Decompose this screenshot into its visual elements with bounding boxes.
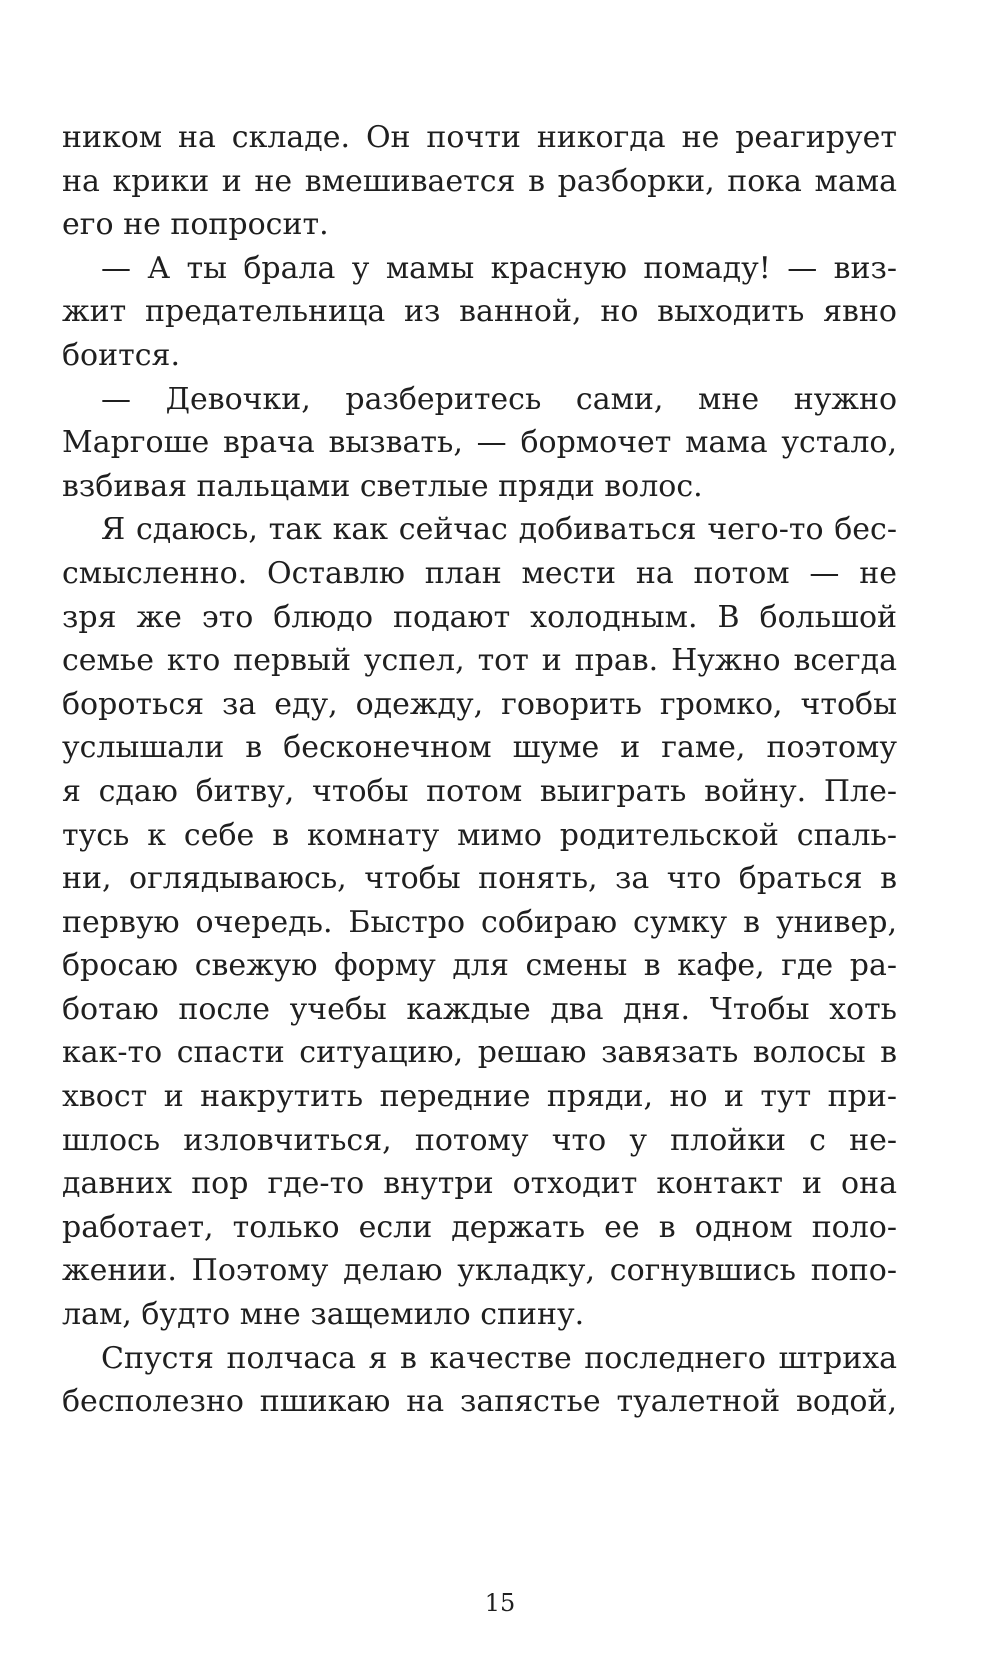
text-line: тусь к себе в комнату мимо родительской спаль- (62, 817, 897, 853)
page-number: 15 (484, 1589, 516, 1617)
text-line: — А ты брала у мамы красную помаду! — виз- (101, 250, 897, 286)
text-line: бороться за еду, одежду, говорить громко, чтобы (62, 686, 897, 722)
text-line: лам, будто мне защемило спину. (62, 1297, 585, 1333)
text-line: Спустя полчаса я в качестве последнего штриха (101, 1340, 897, 1376)
text-line: ником на складе. Он почти никогда не реагирует (62, 120, 897, 155)
text-line: боится. (62, 337, 180, 373)
text-line: услышали в бесконечном шуме и гаме, поэтому (62, 730, 897, 766)
text-line: хвост и накрутить передние пряди, но и тут при- (62, 1079, 897, 1115)
text-line: зря же это блюдо подают холодным. В большой (62, 599, 897, 635)
text-line: давних пор где-то внутри отходит контакт и она (62, 1166, 897, 1202)
text-line: работает, только если держать ее в одном поло- (62, 1209, 897, 1245)
text-line: Маргоше врача вызвать, — бормочет мама устало, (62, 425, 897, 461)
text-line: бесполезно пшикаю на запястье туалетной водой, (62, 1384, 897, 1420)
text-line: первую очередь. Быстро собираю сумку в универ, (62, 904, 897, 940)
text-line: как-то спасти ситуацию, решаю завязать волосы в (62, 1035, 897, 1071)
text-line: жит предательница из ванной, но выходить явно (62, 294, 897, 330)
text-line: Я сдаюсь, так как сейчас добиваться чего-то бес- (101, 512, 897, 548)
text-line: смысленно. Оставлю план мести на потом — не (62, 555, 897, 591)
text-line: я сдаю битву, чтобы потом выиграть войну. Пле- (62, 773, 897, 809)
text-line: ботаю после учебы каждые два дня. Чтобы хоть (62, 991, 897, 1027)
text-line: семье кто первый успел, тот и прав. Нужно всегда (62, 643, 897, 679)
body-text (62, 116, 897, 1424)
text-line: его не попросит. (62, 207, 329, 243)
text-line: на крики и не вмешивается в разборки, пока мама (62, 163, 897, 199)
text-line: взбивая пальцами светлые пряди волос. (62, 468, 703, 504)
text-line: шлось изловчиться, потому что у плойки с не- (62, 1122, 897, 1158)
text-line: жении. Поэтому делаю укладку, согнувшись попо- (62, 1253, 897, 1289)
text-line: ни, оглядываюсь, чтобы понять, за что браться в (62, 861, 897, 897)
text-line: — Девочки, разберитесь сами, мне нужно (101, 381, 897, 417)
text-line: бросаю свежую форму для смены в кафе, где ра- (62, 948, 897, 984)
